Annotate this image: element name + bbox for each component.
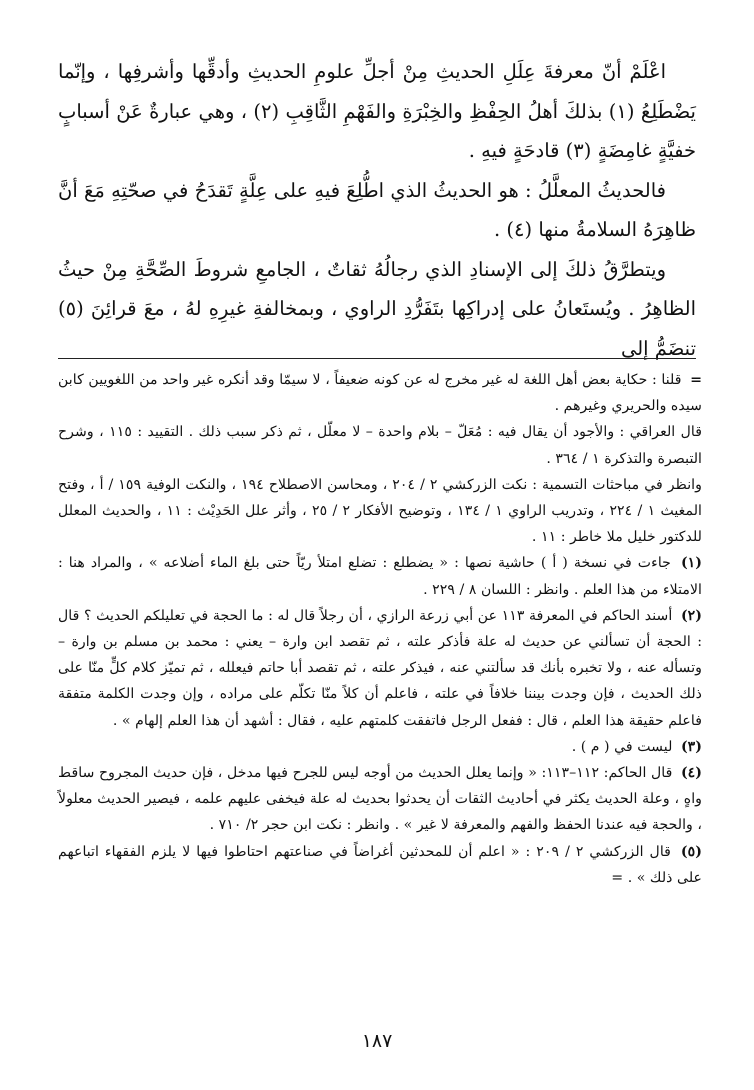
footnote-number: (٢) (680, 607, 702, 624)
paragraph: اعْلَمْ أنّ معرفةَ عِلَلِ الحديثِ مِنْ أجلِّ علومِ الحديثِ وأدقِّها وأشرفِها ، وإنّما يَضْطَلِعُ (١) بذلكَ أهلُ الحِفْظِ والخِبْرَةِ والفَهْمِ الثَّاقِبِ (٢) ، وهي عبارةٌ عَنْ أسبابٍ خفيَّةٍ غامِضَةٍ (٣) قادحَةٍ فيهِ . (58, 60, 696, 162)
footnote (58, 839, 702, 891)
footnote-number: (١) (680, 555, 702, 572)
footnote-text: قال الحاكم: ١١٢–١١٣: « وإنما يعلل الحديث من أوجه ليس للجرح فيها مدخل ، فإن حديث المجروح ساقط واهٍ ، وعلة الحديث يكثر في أحاديث الثقات أن يحدثوا بحديث له علة فيخفى عليهم علمه ، فيصير الحديث معلولاً ، والحجة فيه عندنا الحفظ والفهم والمعرفة لا غير » . وانظر : نكت ابن حجر ٢/ ٧١٠ . (58, 765, 702, 834)
footnote-continuation (58, 472, 702, 551)
footnotes (58, 367, 702, 891)
footnote-number: (٥) (680, 843, 702, 860)
footnote (58, 603, 702, 734)
footnote-number: (٤) (680, 765, 703, 782)
footnote-text: جاءت في نسخة ( أ ) حاشية نصها : « يضطلع : تضلع امتلأ ريّاً حتى بلغ الماء أضلاعه » ، والمراد هنا : الامتلاء من هذا العلم . وانظر : اللسان ٨ / ٢٢٩ . (58, 555, 702, 598)
footnote (58, 550, 702, 602)
footnote-separator (58, 358, 696, 359)
footnote-number: (٣) (680, 738, 702, 755)
footnote-continuation-text: قلنا : حكاية بعض أهل اللغة له غير مخرج له عن كونه ضعيفاً ، لا سيمّا وقد أنكره غير واحد من اللغويين كابن سيده والحريري وغيرهم . (58, 372, 702, 415)
footnote-continuation (58, 367, 702, 419)
footnote (58, 734, 702, 760)
paragraph: ويتطرَّقُ ذلكَ إلى الإسنادِ الذي رجالُهُ ثقاتٌ ، الجامعِ شروطَ الصِّحَّةِ مِنْ حيثُ الظاهِرُ . ويُستَعانُ على إدراكِها بتَفَرُّدِ الراوي ، وبمخالفةِ غيرِهِ لهُ ، معَ قرائِنَ (٥) تنضَمُّ إلى (58, 257, 696, 360)
main-text (58, 52, 696, 368)
footnote-text: ليست في ( م ) . (571, 738, 673, 755)
footnote-continuation (58, 419, 702, 471)
footnote-continuation-text: وانظر في مباحثات التسمية : نكت الزركشي ٢ / ٢٠٤ ، ومحاسن الاصطلاح ١٩٤ ، والنكت الوفية ١٥٩ / أ ، وفتح المغيث ١ / ٢٢٤ ، وتدريب الراوي ١ / ١٣٤ ، وتوضيح الأفكار ٢ / ٢٥ ، وأثر علل الحَدِيْث : ١١ ، والحديث المعلل للدكتور خليل ملا خاطر : ١١ . (58, 476, 702, 546)
footnote-continuation-text: قال العراقي : والأجود أن يقال فيه : مُعَلّ – بلام واحدة – لا معلّل ، ثم ذكر سبب ذلك . التقييد : ١١٥ ، وشرح التبصرة والتذكرة ١ / ٣٦٤ . (58, 424, 703, 467)
footnote (58, 760, 702, 839)
footnote-text: قال الزركشي ٢ / ٢٠٩ : « اعلم أن للمحدثين أغراضاً في صناعتهم احتاطوا فيها لا يلزم الفقهاء اتباعهم على ذلك » . = (58, 843, 702, 886)
continuation-marker: = (690, 372, 702, 388)
page-number: ١٨٧ (361, 1030, 393, 1052)
paragraph: فالحديثُ المعلَّلُ : هو الحديثُ الذي اطُّلِعَ فيهِ على عِلَّةٍ تَقدَحُ في صحّتِهِ مَعَ أنَّ ظاهِرَهُ السلامةُ منها (٤) . (58, 178, 696, 241)
footnote-text: أسند الحاكم في المعرفة ١١٣ عن أبي زرعة الرازي ، أن رجلاً قال له : ما الحجة في تعليلكم الحديث ؟ قال : الحجة أن تسألني عن حديث له علة فأذكر علته ، ثم تقصد ابن وارة – يعني : محمد بن مسلم بن وارة – وتسأله عنه ، ولا تخبره بأنك قد سألتني عنه ، فيذكر علته ، ثم تقصد أبا حاتم فيعلله ، ثم تميّز كلام كلٍّ منّا على ذلك الحديث ، فإن وجدت بيننا خلافاً في علته ، فاعلم أن كلاً منّا تكلّم على مراده ، وإن وجدت الكلمة متفقة فاعلم حقيقة هذا العلم ، قال : ففعل الرجل فاتفقت كلمتهم عليه ، فقال : أشهد أن هذا العلم إلهام » . (58, 607, 702, 729)
